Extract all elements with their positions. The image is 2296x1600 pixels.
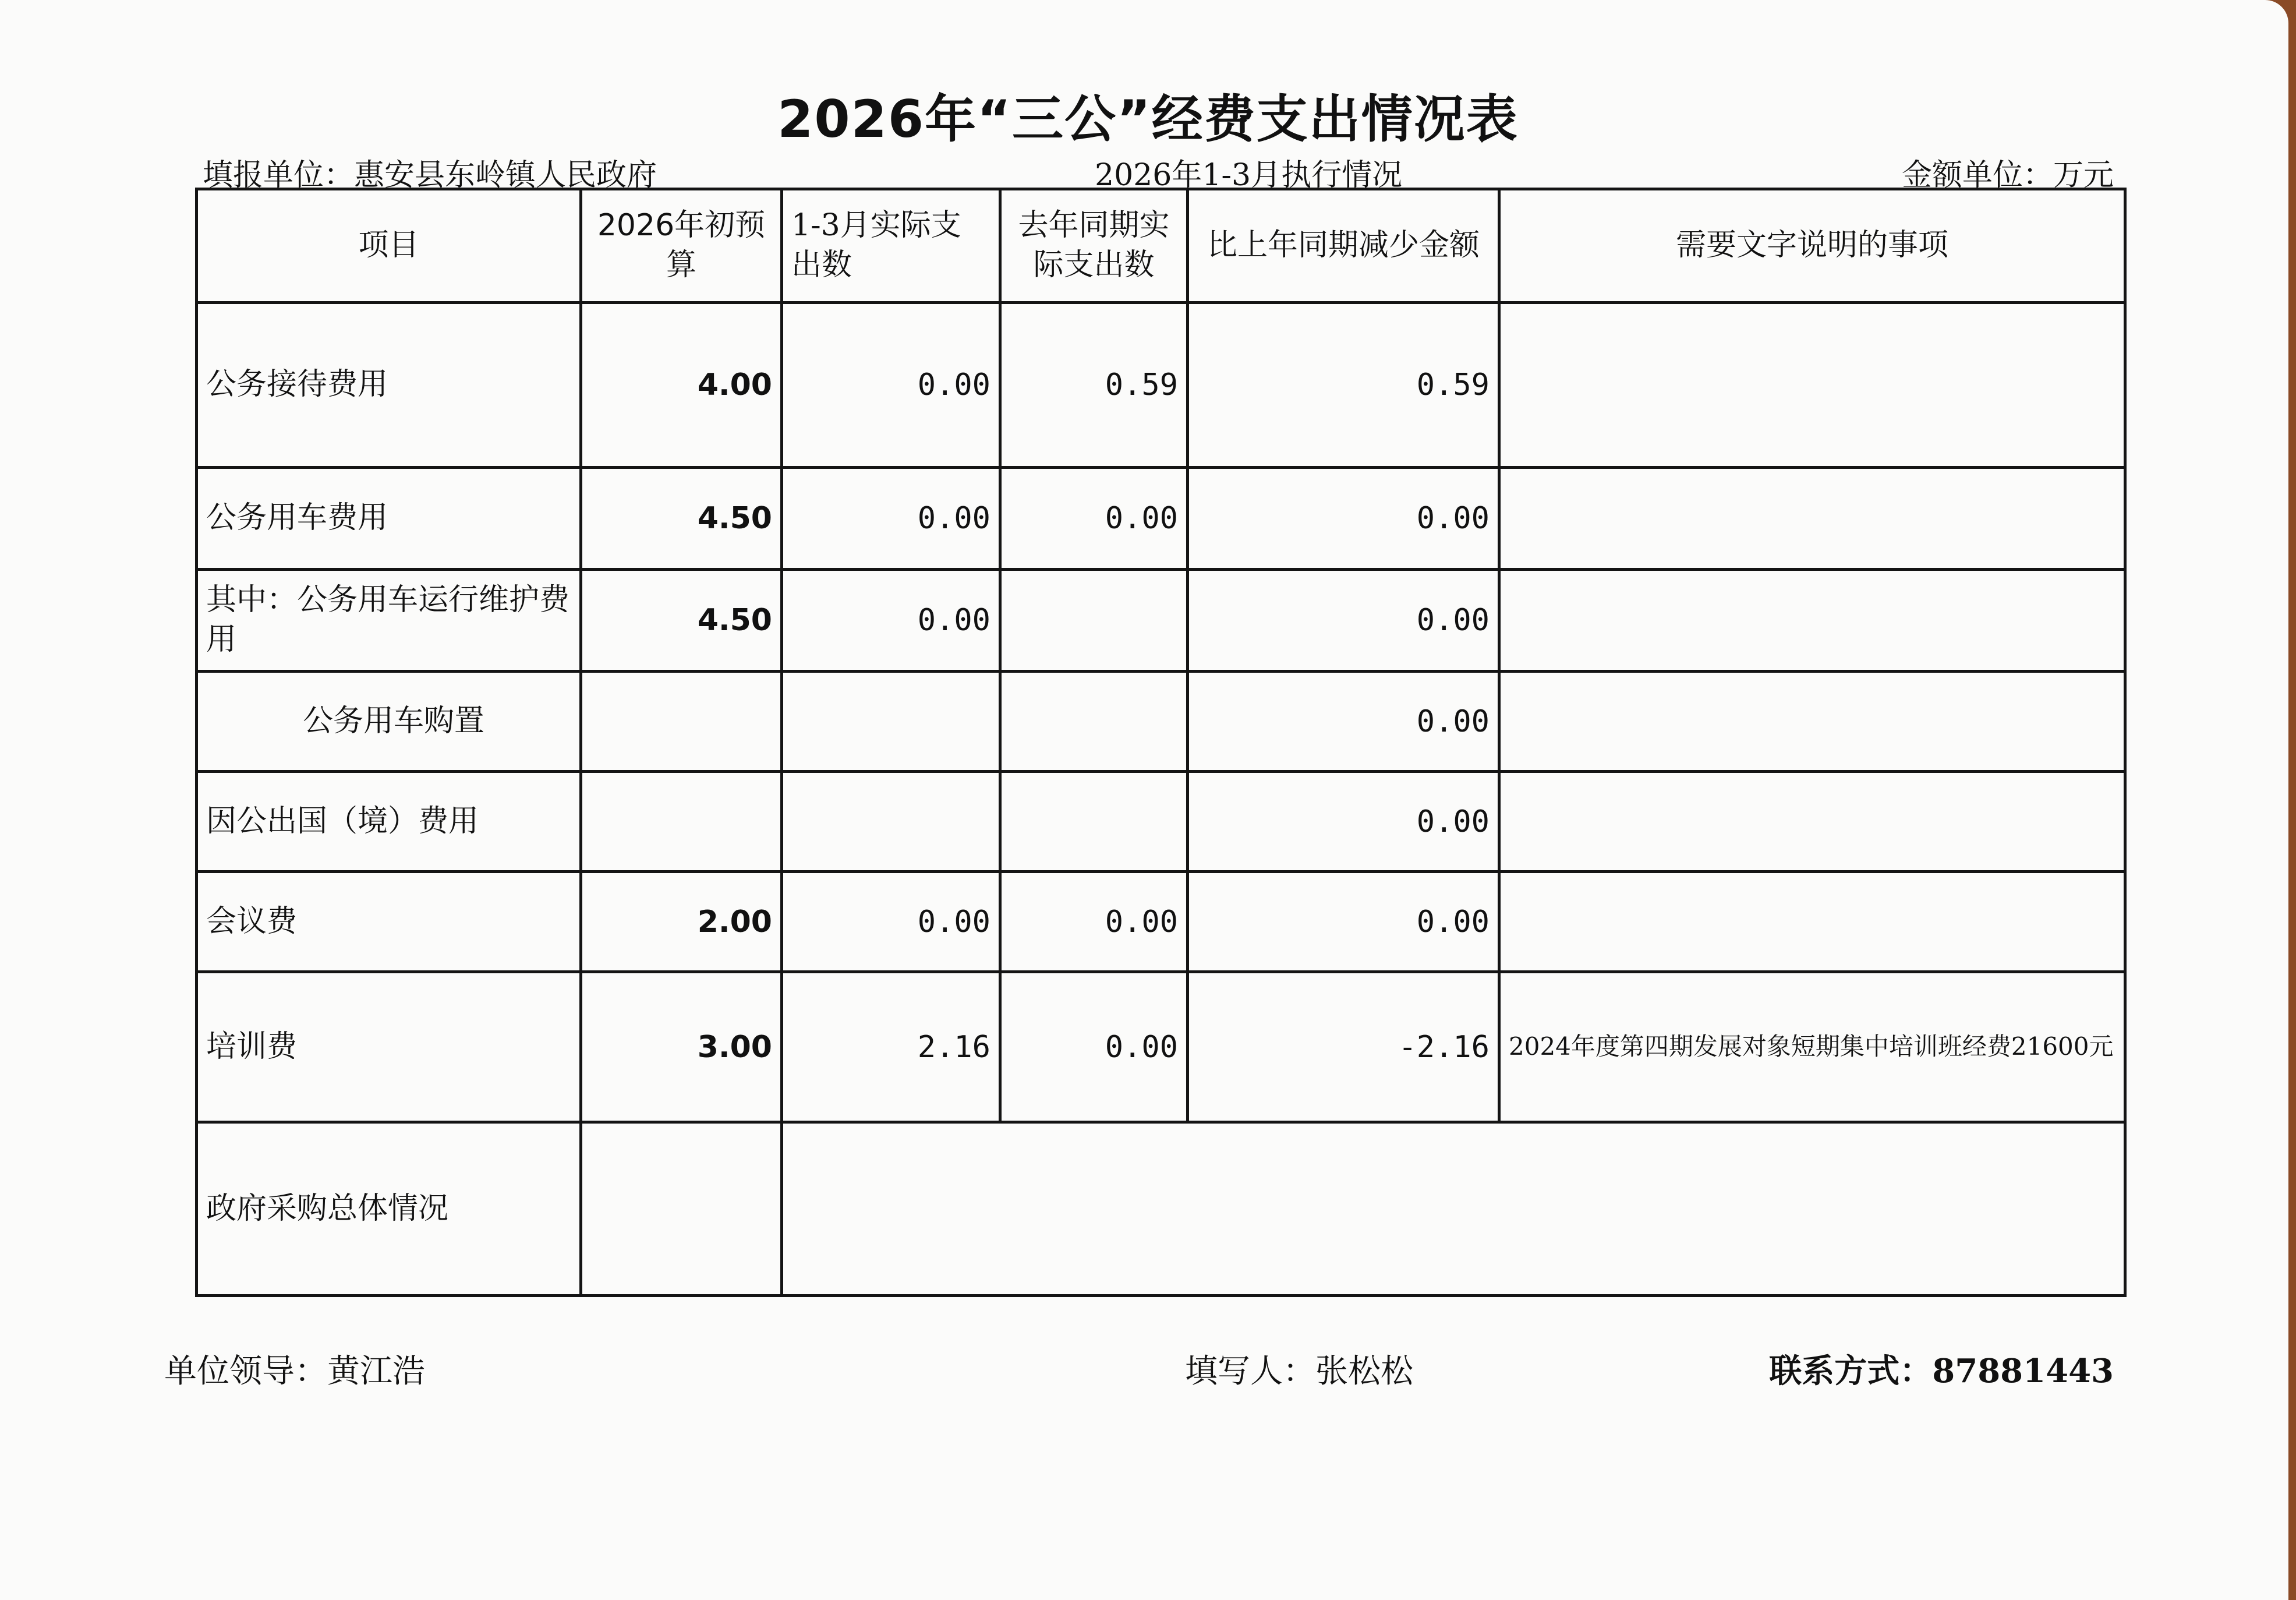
row-reduction: 0.00 bbox=[1188, 672, 1499, 772]
table-row bbox=[197, 303, 2125, 468]
row-last-year: 0.00 bbox=[1000, 972, 1188, 1122]
row-budget bbox=[581, 672, 782, 772]
amount-unit: 金额单位：万元 bbox=[1901, 158, 2114, 193]
header-reduction: 比上年同期减少金额 bbox=[1188, 189, 1499, 303]
row-budget: 3.00 bbox=[581, 972, 782, 1122]
row-notes: 2024年度第四期发展对象短期集中培训班经费21600元 bbox=[1499, 972, 2125, 1122]
row-item: 培训费 bbox=[197, 972, 581, 1122]
row-last-year: 0.00 bbox=[1000, 468, 1188, 570]
procurement-blank bbox=[581, 1122, 782, 1296]
header-last-year: 去年同期实际支出数 bbox=[1000, 189, 1188, 303]
row-reduction: -2.16 bbox=[1188, 972, 1499, 1122]
procurement-row bbox=[197, 1122, 2125, 1296]
row-budget: 4.50 bbox=[581, 468, 782, 570]
header-row bbox=[197, 189, 2125, 303]
procurement-value bbox=[782, 1122, 2125, 1296]
row-actual: 0.00 bbox=[782, 570, 1000, 672]
row-last-year bbox=[1000, 672, 1188, 772]
unit-leader: 单位领导：黄江浩 bbox=[164, 1352, 425, 1390]
row-actual: 0.00 bbox=[782, 303, 1000, 468]
table-row bbox=[197, 570, 2125, 672]
row-item: 会议费 bbox=[197, 872, 581, 972]
row-budget bbox=[581, 772, 782, 872]
row-notes bbox=[1499, 672, 2125, 772]
procurement-label: 政府采购总体情况 bbox=[197, 1122, 581, 1296]
header-notes: 需要文字说明的事项 bbox=[1499, 189, 2125, 303]
row-actual: 0.00 bbox=[782, 468, 1000, 570]
row-item: 因公出国（境）费用 bbox=[197, 772, 581, 872]
row-actual bbox=[782, 672, 1000, 772]
row-notes bbox=[1499, 570, 2125, 672]
row-budget: 2.00 bbox=[581, 872, 782, 972]
row-reduction: 0.00 bbox=[1188, 570, 1499, 672]
row-reduction: 0.00 bbox=[1188, 872, 1499, 972]
row-reduction: 0.59 bbox=[1188, 303, 1499, 468]
row-item: 公务用车购置 bbox=[197, 672, 581, 772]
table-row bbox=[197, 468, 2125, 570]
row-item: 其中：公务用车运行维护费用 bbox=[197, 570, 581, 672]
row-last-year: 0.59 bbox=[1000, 303, 1188, 468]
table-row bbox=[197, 872, 2125, 972]
row-notes bbox=[1499, 468, 2125, 570]
row-reduction: 0.00 bbox=[1188, 772, 1499, 872]
row-actual bbox=[782, 772, 1000, 872]
row-item: 公务接待费用 bbox=[197, 303, 581, 468]
contact-info: 联系方式：87881443 bbox=[1769, 1352, 2114, 1390]
header-item: 项目 bbox=[197, 189, 581, 303]
header-budget: 2026年初预算 bbox=[581, 189, 782, 303]
table-row bbox=[197, 972, 2125, 1122]
row-actual: 2.16 bbox=[782, 972, 1000, 1122]
row-actual: 0.00 bbox=[782, 872, 1000, 972]
header-actual: 1-3月实际支出数 bbox=[782, 189, 1000, 303]
reporting-unit: 填报单位：惠安县东岭镇人民政府 bbox=[203, 158, 657, 193]
row-last-year bbox=[1000, 570, 1188, 672]
document-title: 2026年“三公”经费支出情况表 bbox=[777, 89, 1519, 149]
reporting-period: 2026年1-3月执行情况 bbox=[1095, 158, 1403, 193]
row-notes bbox=[1499, 872, 2125, 972]
row-item: 公务用车费用 bbox=[197, 468, 581, 570]
row-last-year: 0.00 bbox=[1000, 872, 1188, 972]
expense-table bbox=[195, 188, 2127, 1297]
table-row bbox=[197, 772, 2125, 872]
row-notes bbox=[1499, 772, 2125, 872]
form-filler: 填写人：张松松 bbox=[1185, 1352, 1413, 1390]
table-row bbox=[197, 672, 2125, 772]
row-notes bbox=[1499, 303, 2125, 468]
row-reduction: 0.00 bbox=[1188, 468, 1499, 570]
row-budget: 4.00 bbox=[581, 303, 782, 468]
row-budget: 4.50 bbox=[581, 570, 782, 672]
row-last-year bbox=[1000, 772, 1188, 872]
